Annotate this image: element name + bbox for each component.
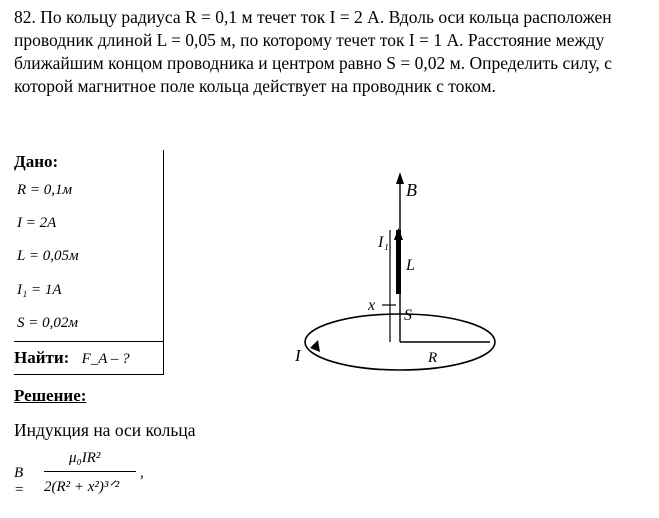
given-radius: R = 0,1м xyxy=(17,182,73,198)
problem-statement: 82. По кольцу радиуса R = 0,1 м течет ток I = 2 А. Вдоль оси кольца расположен проводник длиной L = 0,05 м, по которому течет ток I = 1 А. Расстояние между ближайшим концом проводника и центром равно S = 0,02 м. Определить силу, с которой магнитное поле кольца действует на проводник с током. xyxy=(14,7,612,96)
given-distance: S = 0,02м xyxy=(17,315,78,331)
label-i: I xyxy=(295,346,301,365)
label-b: B xyxy=(406,180,417,200)
find-divider xyxy=(14,374,164,375)
given-current-1: I₁ = 1A xyxy=(17,282,62,298)
label-l: L xyxy=(406,257,415,274)
formula-tail: , xyxy=(140,465,144,481)
given-current: I = 2A xyxy=(17,215,57,231)
b-arrow xyxy=(396,172,404,184)
given-title: Дано: xyxy=(14,152,59,171)
ring-diagram xyxy=(280,170,640,390)
label-s: S xyxy=(404,307,412,324)
fraction-bar xyxy=(44,471,136,472)
i1-arrow xyxy=(394,228,403,240)
given-divider xyxy=(14,341,164,342)
find-value: F_A – ? xyxy=(81,351,130,367)
formula-numerator: μ₀IR² xyxy=(69,450,101,466)
label-i1: I₁ xyxy=(378,234,389,251)
formula-lhs: B = xyxy=(14,465,25,498)
label-r: R xyxy=(428,350,438,366)
formula-denominator: 2(R² + x²)³ᐟ² xyxy=(44,479,120,495)
find-label: Найти: xyxy=(14,348,70,367)
given-length: L = 0,05м xyxy=(17,248,79,264)
solution-text: Индукция на оси кольца xyxy=(14,420,196,440)
current-arrow xyxy=(310,340,320,352)
find-row xyxy=(14,348,130,368)
solution-title: Решение: xyxy=(14,386,87,405)
label-x: x xyxy=(368,297,376,314)
